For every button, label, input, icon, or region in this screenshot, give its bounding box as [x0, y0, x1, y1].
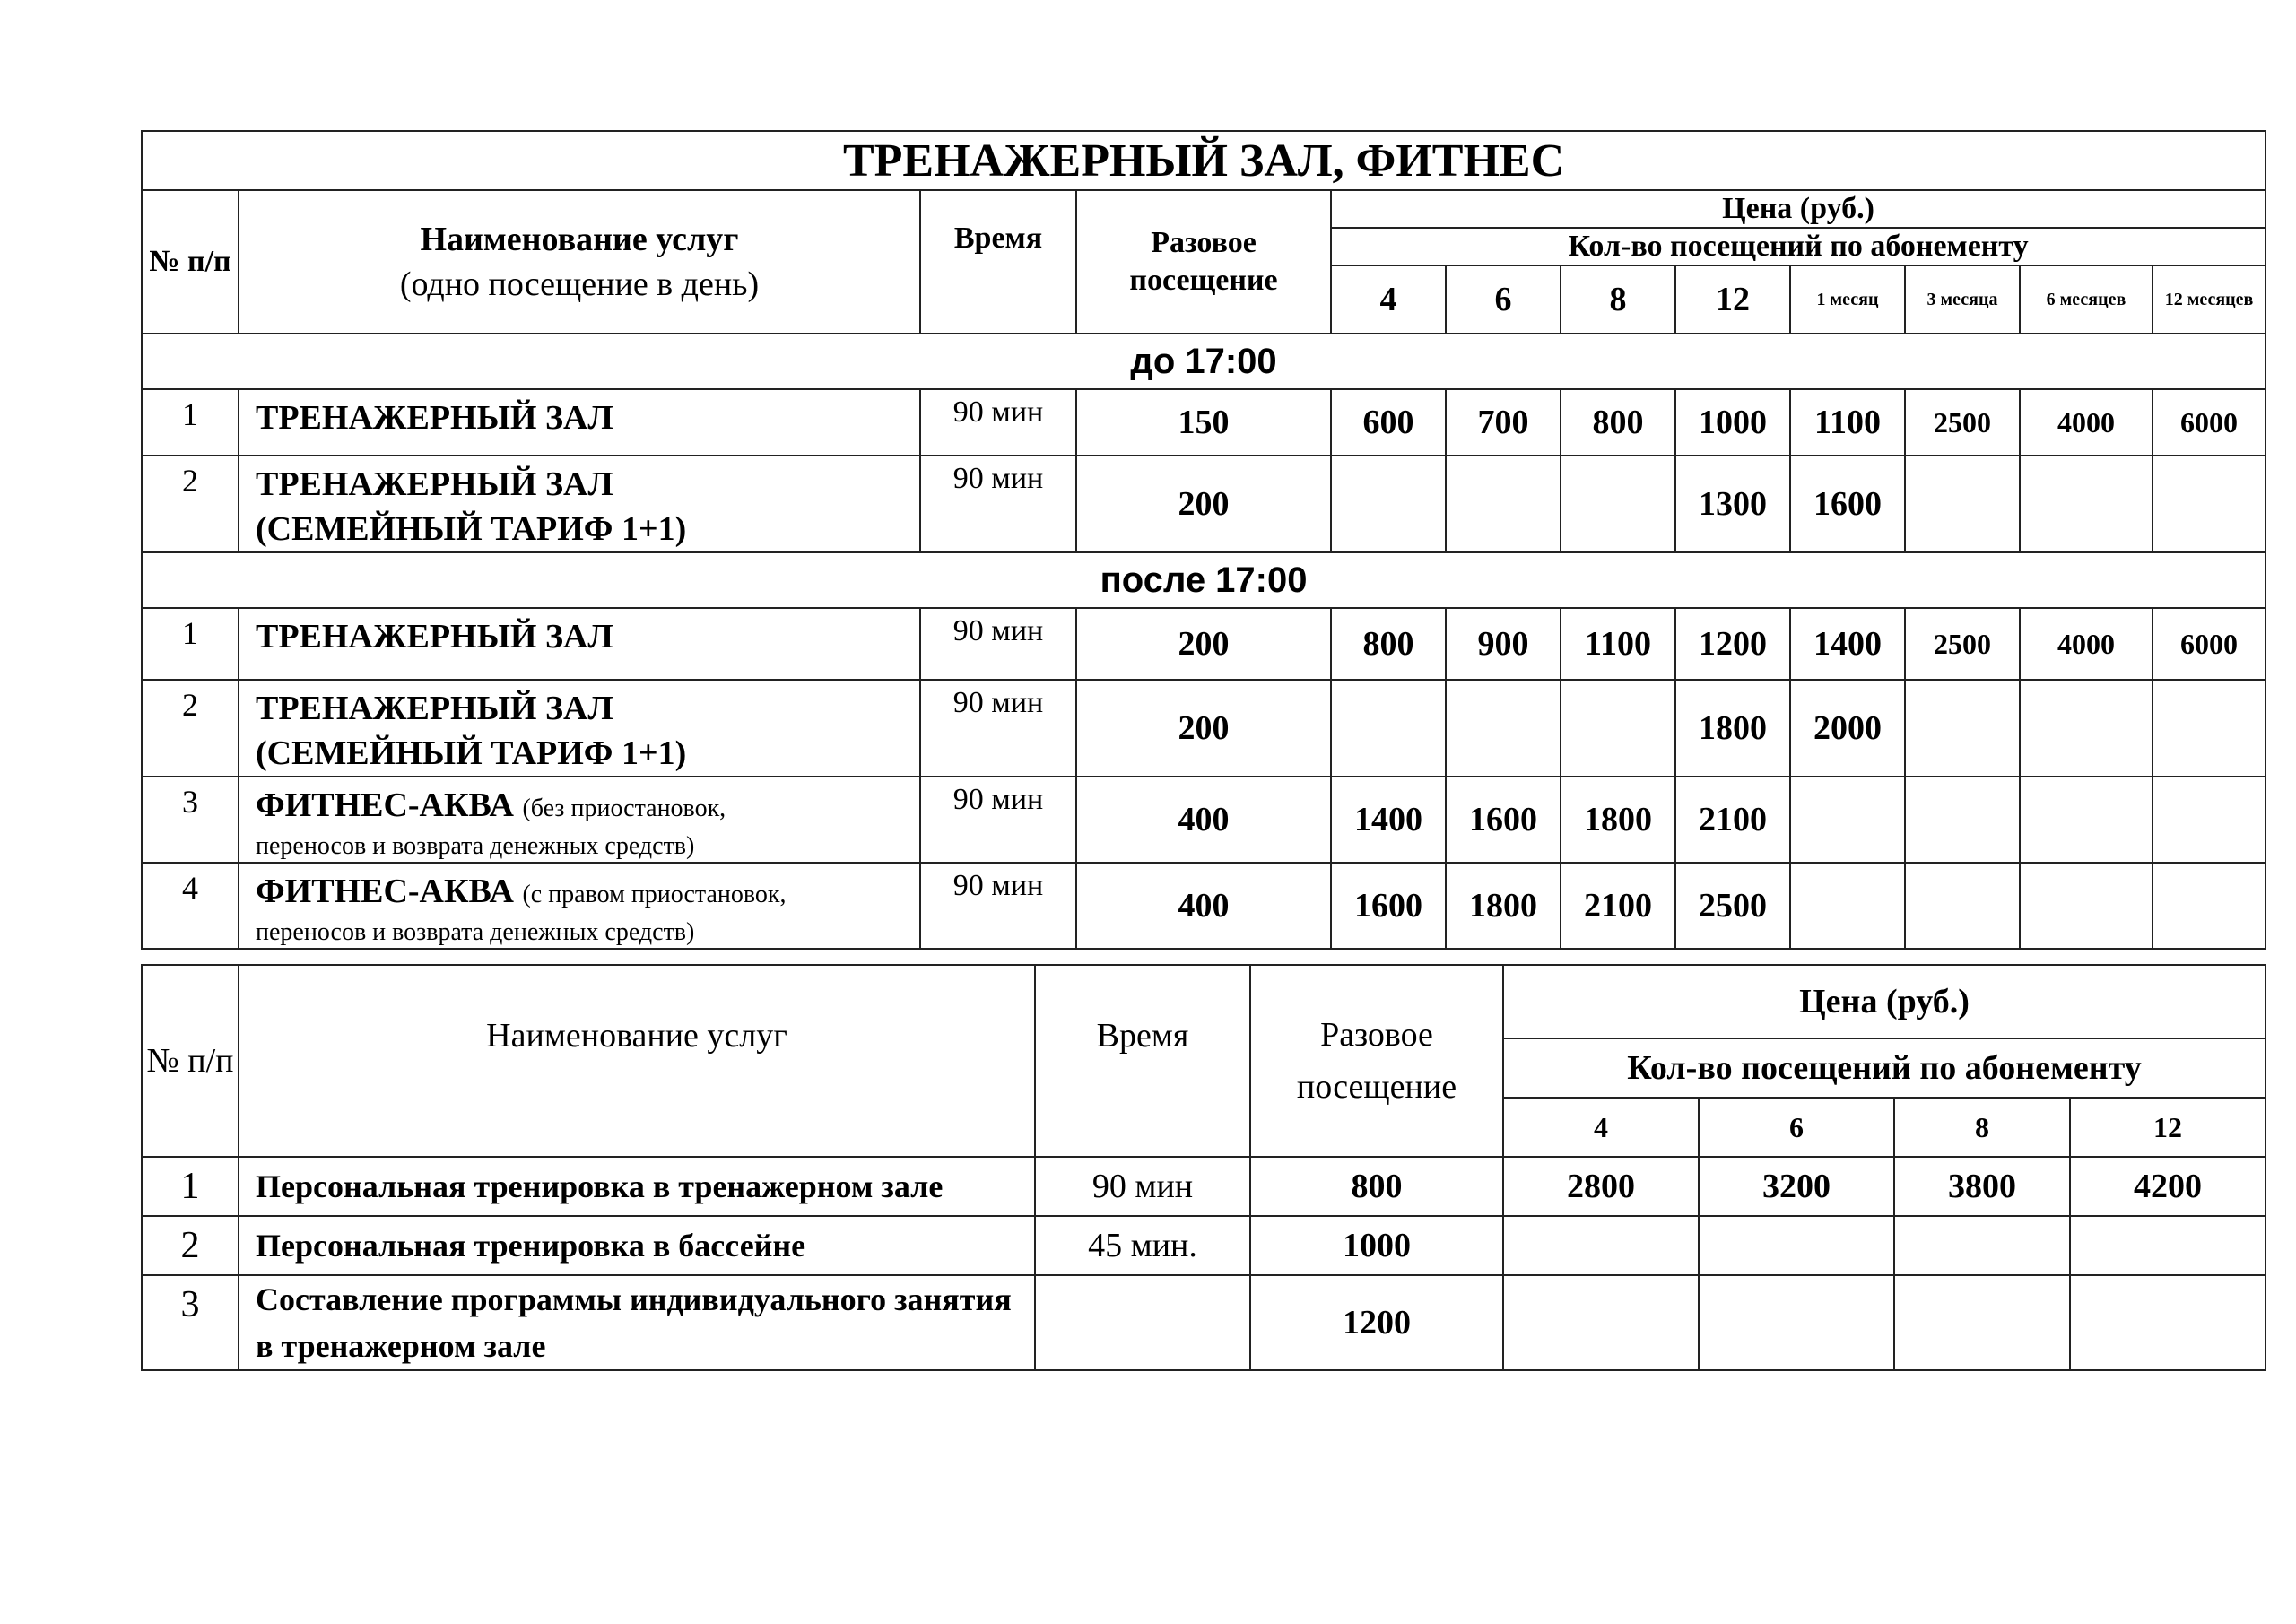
- row-single-price: 200: [1076, 456, 1331, 552]
- row-price-1-month: 1100: [1790, 389, 1905, 456]
- row-price-4: 1600: [1331, 863, 1446, 949]
- row-time: [1035, 1275, 1250, 1370]
- row-time: 90 мин: [920, 863, 1076, 949]
- personal-training-price-table: [141, 964, 2266, 1371]
- row-time: 90 мин: [920, 680, 1076, 777]
- row-name-line1: ТРЕНАЖЕРНЫЙ ЗАЛ: [256, 690, 613, 727]
- header-time: Время: [1035, 965, 1250, 1157]
- table-title: ТРЕНАЖЕРНЫЙ ЗАЛ, ФИТНЕС: [142, 131, 2266, 190]
- table-row: [142, 389, 2266, 456]
- row-name-line2: (СЕМЕЙНЫЙ ТАРИФ 1+1): [256, 734, 687, 772]
- row-price-12: [2070, 1275, 2266, 1370]
- header-col-12-months: 12 месяцев: [2152, 265, 2266, 334]
- row-num: 4: [142, 863, 239, 949]
- row-name: [239, 777, 920, 863]
- row-price-4: 600: [1331, 389, 1446, 456]
- header-col-4: 4: [1331, 265, 1446, 334]
- row-name: ТРЕНАЖЕРНЫЙ ЗАЛ: [239, 389, 920, 456]
- row-price-6: 1800: [1446, 863, 1561, 949]
- header-col-8: 8: [1894, 1098, 2070, 1157]
- row-price-12-months: [2152, 863, 2266, 949]
- row-price-6: 700: [1446, 389, 1561, 456]
- row-price-1-month: 1600: [1790, 456, 1905, 552]
- table-row: [142, 680, 2266, 777]
- table-row: [142, 1216, 2266, 1275]
- header-name-title: Наименование услуг: [420, 221, 739, 258]
- row-price-4: [1331, 680, 1446, 777]
- row-name: ТРЕНАЖЕРНЫЙ ЗАЛ: [239, 608, 920, 680]
- row-name-line2: (СЕМЕЙНЫЙ ТАРИФ 1+1): [256, 510, 687, 548]
- row-price-12-months: 6000: [2152, 389, 2266, 456]
- row-price-3-months: [1905, 680, 2020, 777]
- row-price-8: [1561, 456, 1675, 552]
- row-name: [239, 680, 920, 777]
- row-price-8: 2100: [1561, 863, 1675, 949]
- header-time: Время: [920, 190, 1076, 334]
- table-row: [142, 1157, 2266, 1216]
- row-price-3-months: 2500: [1905, 608, 2020, 680]
- row-price-6-months: [2020, 863, 2152, 949]
- row-price-6: [1446, 680, 1561, 777]
- row-price-4: [1503, 1275, 1699, 1370]
- row-price-6: [1699, 1216, 1894, 1275]
- header-name-subtitle: (одно посещение в день): [399, 265, 760, 303]
- row-price-12: [2070, 1216, 2266, 1275]
- row-num: 2: [142, 456, 239, 552]
- row-single-price: 200: [1076, 608, 1331, 680]
- row-time: 90 мин: [920, 777, 1076, 863]
- row-price-6: [1699, 1275, 1894, 1370]
- row-num: 1: [142, 1157, 239, 1216]
- row-time: 90 мин: [920, 389, 1076, 456]
- header-single-visit: Разовое посещение: [1250, 965, 1503, 1157]
- row-price-12: 1800: [1675, 680, 1790, 777]
- row-time: 45 мин.: [1035, 1216, 1250, 1275]
- row-price-6-months: [2020, 777, 2152, 863]
- row-price-12: 1200: [1675, 608, 1790, 680]
- table-row: [142, 456, 2266, 552]
- row-price-1-month: [1790, 777, 1905, 863]
- row-price-1-month: 1400: [1790, 608, 1905, 680]
- row-price-4: [1503, 1216, 1699, 1275]
- row-price-12: 4200: [2070, 1157, 2266, 1216]
- header-price: Цена (руб.): [1503, 965, 2266, 1038]
- row-price-12: 1000: [1675, 389, 1790, 456]
- header-col-6-months: 6 месяцев: [2020, 265, 2152, 334]
- row-num: 1: [142, 608, 239, 680]
- header-num: № п/п: [142, 965, 239, 1157]
- header-col-6: 6: [1699, 1098, 1894, 1157]
- row-price-12: 2100: [1675, 777, 1790, 863]
- row-single-price: 200: [1076, 680, 1331, 777]
- row-name: [239, 863, 920, 949]
- row-price-12-months: [2152, 456, 2266, 552]
- header-col-3-months: 3 месяца: [1905, 265, 2020, 334]
- row-price-12-months: [2152, 680, 2266, 777]
- row-price-6: 1600: [1446, 777, 1561, 863]
- header-col-1-month: 1 месяц: [1790, 265, 1905, 334]
- row-name-main: ФИТНЕС-АКВА: [256, 786, 514, 824]
- row-price-6: 900: [1446, 608, 1561, 680]
- row-num: 1: [142, 389, 239, 456]
- header-price: Цена (руб.): [1331, 190, 2266, 228]
- row-price-12: 2500: [1675, 863, 1790, 949]
- row-price-3-months: [1905, 456, 2020, 552]
- row-price-3-months: [1905, 777, 2020, 863]
- gym-fitness-price-table: [141, 130, 2266, 950]
- row-price-8: [1561, 680, 1675, 777]
- row-num: 3: [142, 777, 239, 863]
- row-price-1-month: [1790, 863, 1905, 949]
- header-col-8: 8: [1561, 265, 1675, 334]
- row-single-price: 150: [1076, 389, 1331, 456]
- row-price-3-months: 2500: [1905, 389, 2020, 456]
- header-col-12: 12: [1675, 265, 1790, 334]
- row-price-8: 3800: [1894, 1157, 2070, 1216]
- row-price-8: 800: [1561, 389, 1675, 456]
- row-name-note-line2: переносов и возврата денежных средств): [256, 832, 695, 860]
- row-name-main: ФИТНЕС-АКВА: [256, 873, 514, 910]
- row-name: [239, 456, 920, 552]
- header-col-4: 4: [1503, 1098, 1699, 1157]
- row-name: Персональная тренировка в бассейне: [239, 1216, 1035, 1275]
- row-price-12-months: 6000: [2152, 608, 2266, 680]
- header-col-12: 12: [2070, 1098, 2266, 1157]
- row-price-6-months: [2020, 680, 2152, 777]
- header-col-6: 6: [1446, 265, 1561, 334]
- header-name: [239, 190, 920, 334]
- row-name-note: (без приостановок,: [522, 795, 726, 822]
- header-num: № п/п: [142, 190, 239, 334]
- row-price-1-month: 2000: [1790, 680, 1905, 777]
- table-row: [142, 777, 2266, 863]
- row-single-price: 400: [1076, 863, 1331, 949]
- table-row: [142, 863, 2266, 949]
- row-name: Составление программы индивидуального занятия в тренажерном зале: [239, 1275, 1035, 1370]
- section-after-17: после 17:00: [142, 552, 2266, 608]
- row-name-line1: ТРЕНАЖЕРНЫЙ ЗАЛ: [256, 465, 613, 503]
- row-single-price: 800: [1250, 1157, 1503, 1216]
- row-num: 2: [142, 680, 239, 777]
- row-price-12: 1300: [1675, 456, 1790, 552]
- row-price-8: [1894, 1275, 2070, 1370]
- row-price-6: [1446, 456, 1561, 552]
- row-num: 2: [142, 1216, 239, 1275]
- table-row: [142, 1275, 2266, 1370]
- section-before-17: до 17:00: [142, 334, 2266, 389]
- row-price-8: 1800: [1561, 777, 1675, 863]
- row-price-12-months: [2152, 777, 2266, 863]
- header-single-visit: Разовое посещение: [1076, 190, 1331, 334]
- row-time: 90 мин: [920, 456, 1076, 552]
- row-time: 90 мин: [1035, 1157, 1250, 1216]
- row-single-price: 400: [1076, 777, 1331, 863]
- row-price-6-months: 4000: [2020, 389, 2152, 456]
- row-price-3-months: [1905, 863, 2020, 949]
- header-visits: Кол-во посещений по абонементу: [1331, 228, 2266, 265]
- row-name-note-line2: переносов и возврата денежных средств): [256, 918, 695, 946]
- row-price-4: [1331, 456, 1446, 552]
- row-time: 90 мин: [920, 608, 1076, 680]
- row-price-4: 800: [1331, 608, 1446, 680]
- table-row: [142, 608, 2266, 680]
- row-price-4: 2800: [1503, 1157, 1699, 1216]
- row-price-8: 1100: [1561, 608, 1675, 680]
- row-name-note: (с правом приостановок,: [522, 881, 787, 908]
- header-visits: Кол-во посещений по абонементу: [1503, 1038, 2266, 1098]
- row-single-price: 1200: [1250, 1275, 1503, 1370]
- row-price-4: 1400: [1331, 777, 1446, 863]
- header-name: Наименование услуг: [239, 965, 1035, 1157]
- row-num: 3: [142, 1275, 239, 1370]
- row-price-8: [1894, 1216, 2070, 1275]
- row-single-price: 1000: [1250, 1216, 1503, 1275]
- row-name: Персональная тренировка в тренажерном зале: [239, 1157, 1035, 1216]
- row-price-6-months: [2020, 456, 2152, 552]
- row-price-6-months: 4000: [2020, 608, 2152, 680]
- row-price-6: 3200: [1699, 1157, 1894, 1216]
